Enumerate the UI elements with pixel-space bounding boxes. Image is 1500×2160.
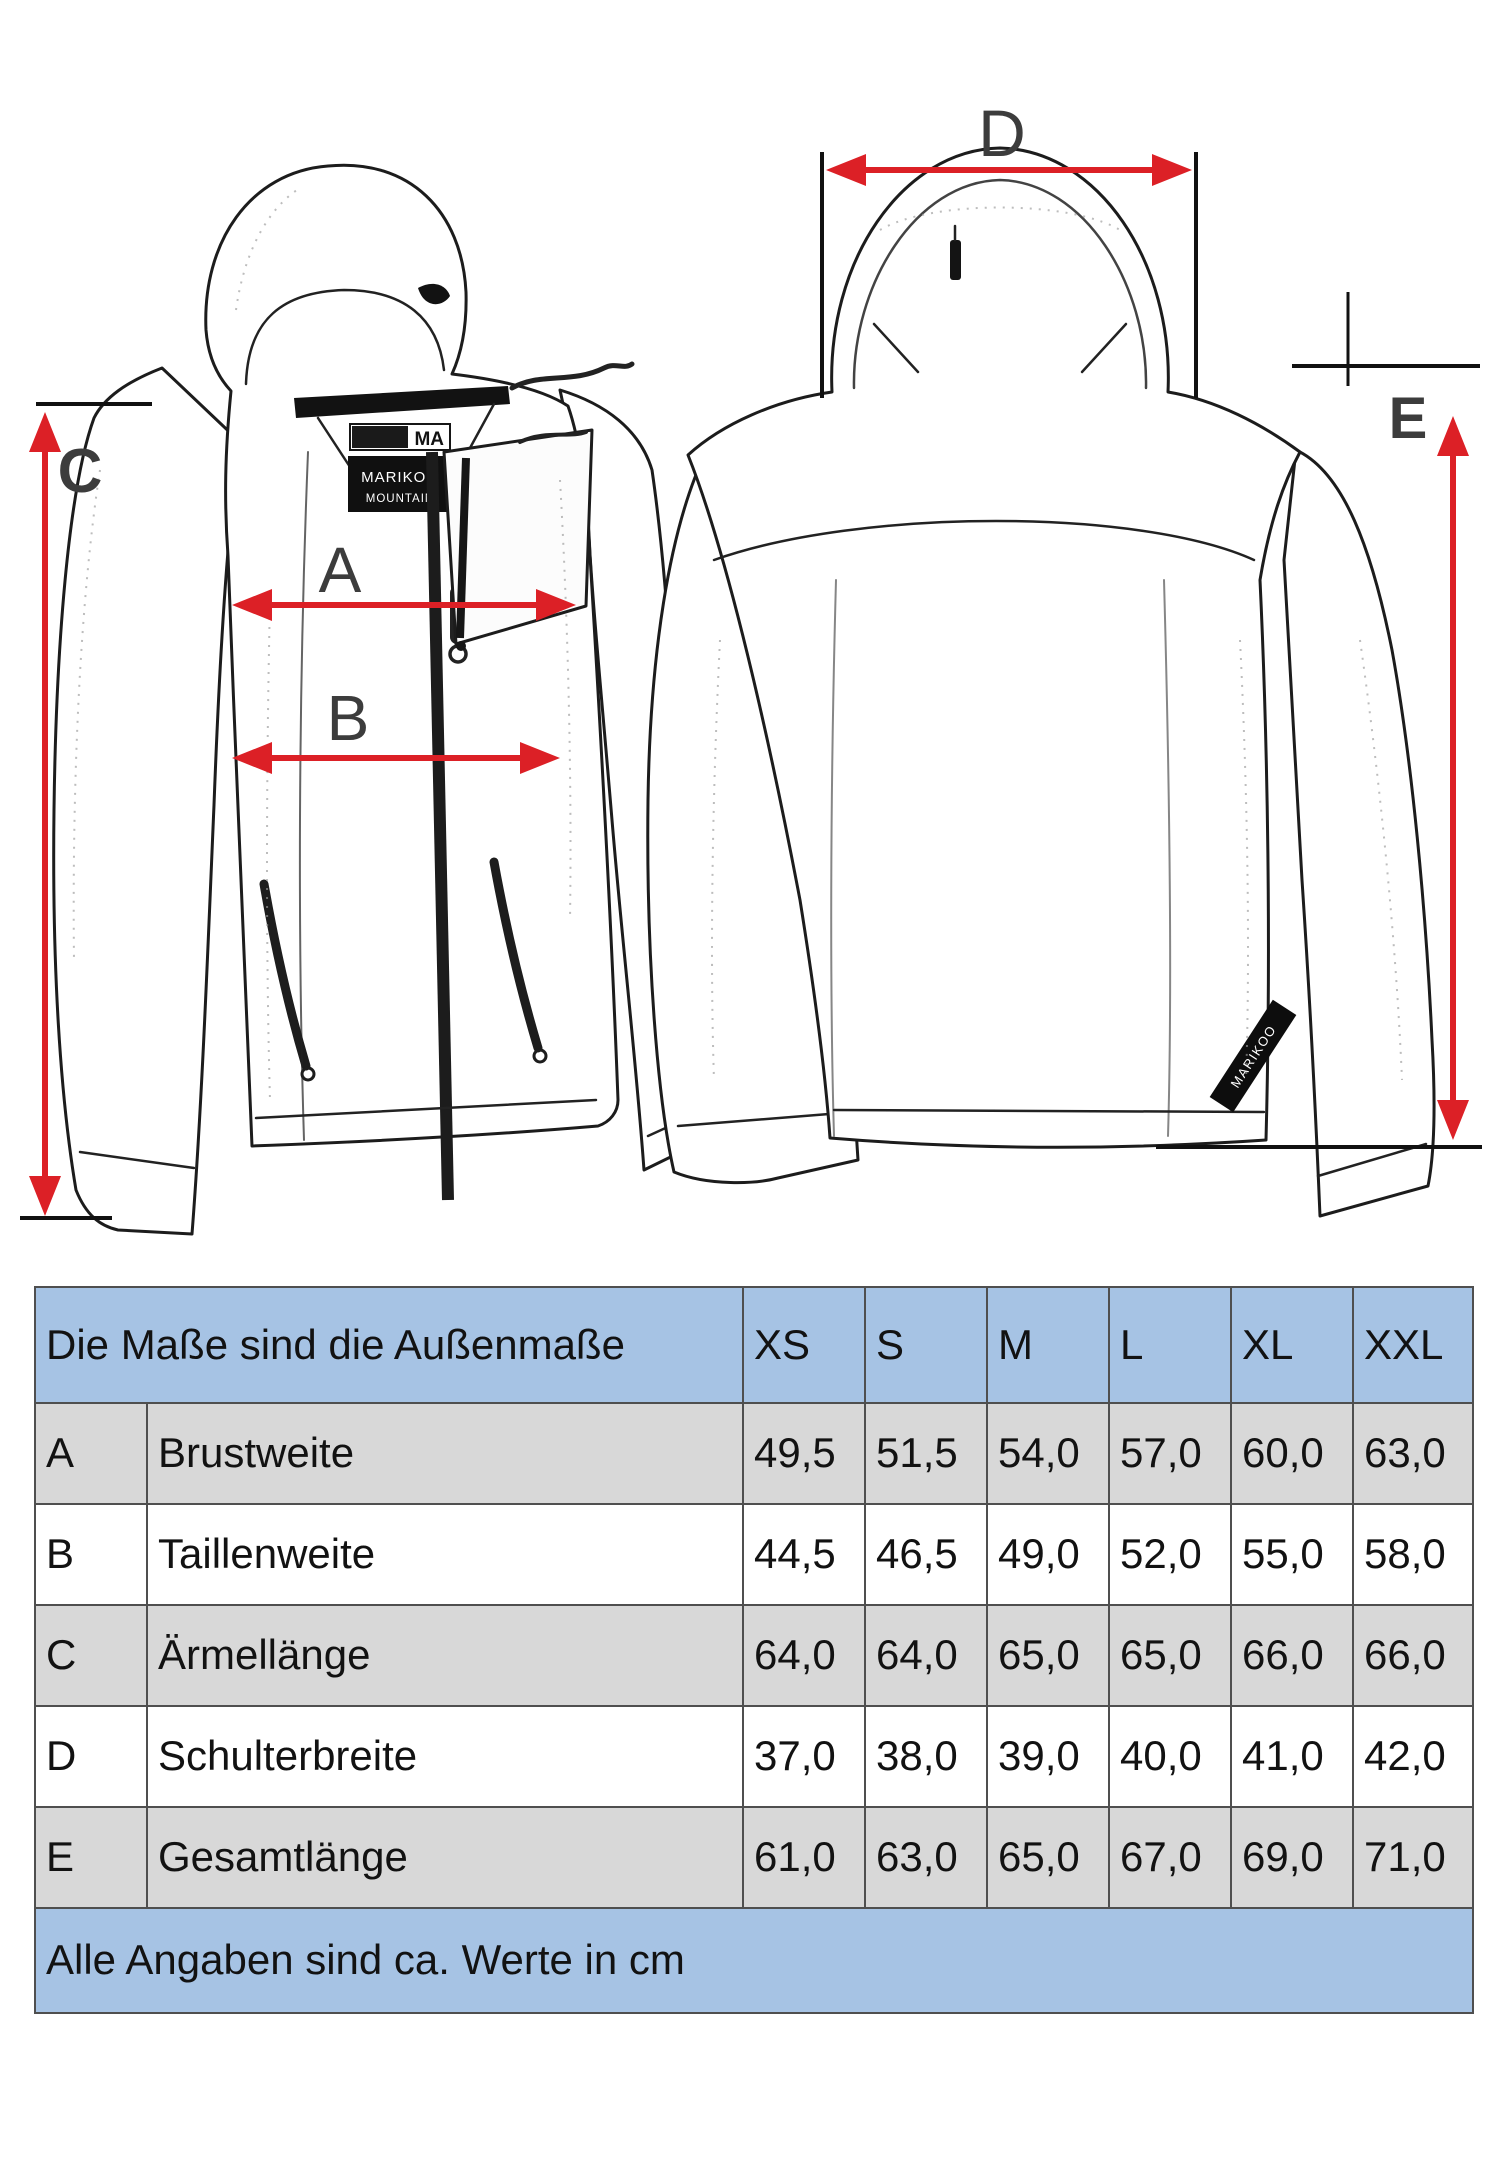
value-cell: 49,5 [743,1403,865,1504]
row-label: Ärmellänge [147,1605,743,1706]
value-cell: 65,0 [1109,1605,1231,1706]
table-footer-row [35,1908,1473,2013]
value-cell: 64,0 [743,1605,865,1706]
value-cell: 42,0 [1353,1706,1473,1807]
value-cell: 66,0 [1231,1605,1353,1706]
table-title-cell: Die Maße sind die Außenmaße [35,1287,743,1403]
front-jacket-sketch [54,165,742,1234]
value-cell: 61,0 [743,1807,865,1908]
value-cell: 69,0 [1231,1807,1353,1908]
arrow-d-head-left [826,154,866,186]
size-col-header-m: M [987,1287,1109,1403]
label-d: D [978,96,1026,170]
size-col-header-xs: XS [743,1287,865,1403]
value-cell: 60,0 [1231,1403,1353,1504]
arrow-e-head-bottom [1437,1100,1469,1140]
back-hood-cinch [950,240,961,280]
front-brand-label-line1: MARIKOO [361,469,439,486]
label-a: A [318,534,362,606]
front-body-and-hood [206,165,618,1146]
row-key: B [35,1504,147,1605]
arrow-d-head-right [1152,154,1192,186]
value-cell: 44,5 [743,1504,865,1605]
front-size-tag-text: MA [414,429,444,450]
row-key: C [35,1605,147,1706]
value-cell: 67,0 [1109,1807,1231,1908]
row-key: E [35,1807,147,1908]
size-table [34,1286,1474,2014]
back-hem-tag-text: MARIKOO [1227,1022,1280,1091]
size-col-header-l: L [1109,1287,1231,1403]
label-e: E [1388,386,1428,451]
value-cell: 41,0 [1231,1706,1353,1807]
front-brand-label-line2: MOUNTAIN [365,493,435,505]
row-label: Brustweite [147,1403,743,1504]
row-label: Taillenweite [147,1504,743,1605]
row-key: D [35,1706,147,1807]
back-jacket-sketch [648,148,1434,1216]
size-col-header-s: S [865,1287,987,1403]
size-col-header-xxl: XXL [1353,1287,1473,1403]
back-right-sleeve [1284,450,1434,1216]
value-cell: 46,5 [865,1504,987,1605]
value-cell: 51,5 [865,1403,987,1504]
value-cell: 54,0 [987,1403,1109,1504]
value-cell: 39,0 [987,1706,1109,1807]
table-row-e [35,1807,1473,1908]
value-cell: 49,0 [987,1504,1109,1605]
value-cell: 65,0 [987,1807,1109,1908]
size-col-header-xl: XL [1231,1287,1353,1403]
label-b: B [326,682,370,754]
value-cell: 66,0 [1353,1605,1473,1706]
value-cell: 55,0 [1231,1504,1353,1605]
value-cell: 65,0 [987,1605,1109,1706]
value-cell: 57,0 [1109,1403,1231,1504]
front-size-tag-dark-part [352,426,408,448]
label-c: C [57,437,103,506]
value-cell: 40,0 [1109,1706,1231,1807]
front-chest-pocket-pull [456,641,466,651]
table-row-d [35,1706,1473,1807]
value-cell: 52,0 [1109,1504,1231,1605]
arrow-c-head-bottom [29,1176,61,1216]
value-cell: 38,0 [865,1706,987,1807]
value-cell: 58,0 [1353,1504,1473,1605]
table-row-b [35,1504,1473,1605]
table-row-c [35,1605,1473,1706]
table-footer-note: Alle Angaben sind ca. Werte in cm [35,1908,1473,2013]
row-key: A [35,1403,147,1504]
value-cell: 71,0 [1353,1807,1473,1908]
value-cell: 63,0 [865,1807,987,1908]
value-cell: 37,0 [743,1706,865,1807]
arrow-c-head-top [29,412,61,452]
front-drawcord [512,364,632,388]
arrow-e-head-top [1437,416,1469,456]
table-header-row [35,1287,1473,1403]
value-cell: 63,0 [1353,1403,1473,1504]
row-label: Gesamtlänge [147,1807,743,1908]
value-cell: 64,0 [865,1605,987,1706]
row-label: Schulterbreite [147,1706,743,1807]
table-row-a [35,1403,1473,1504]
